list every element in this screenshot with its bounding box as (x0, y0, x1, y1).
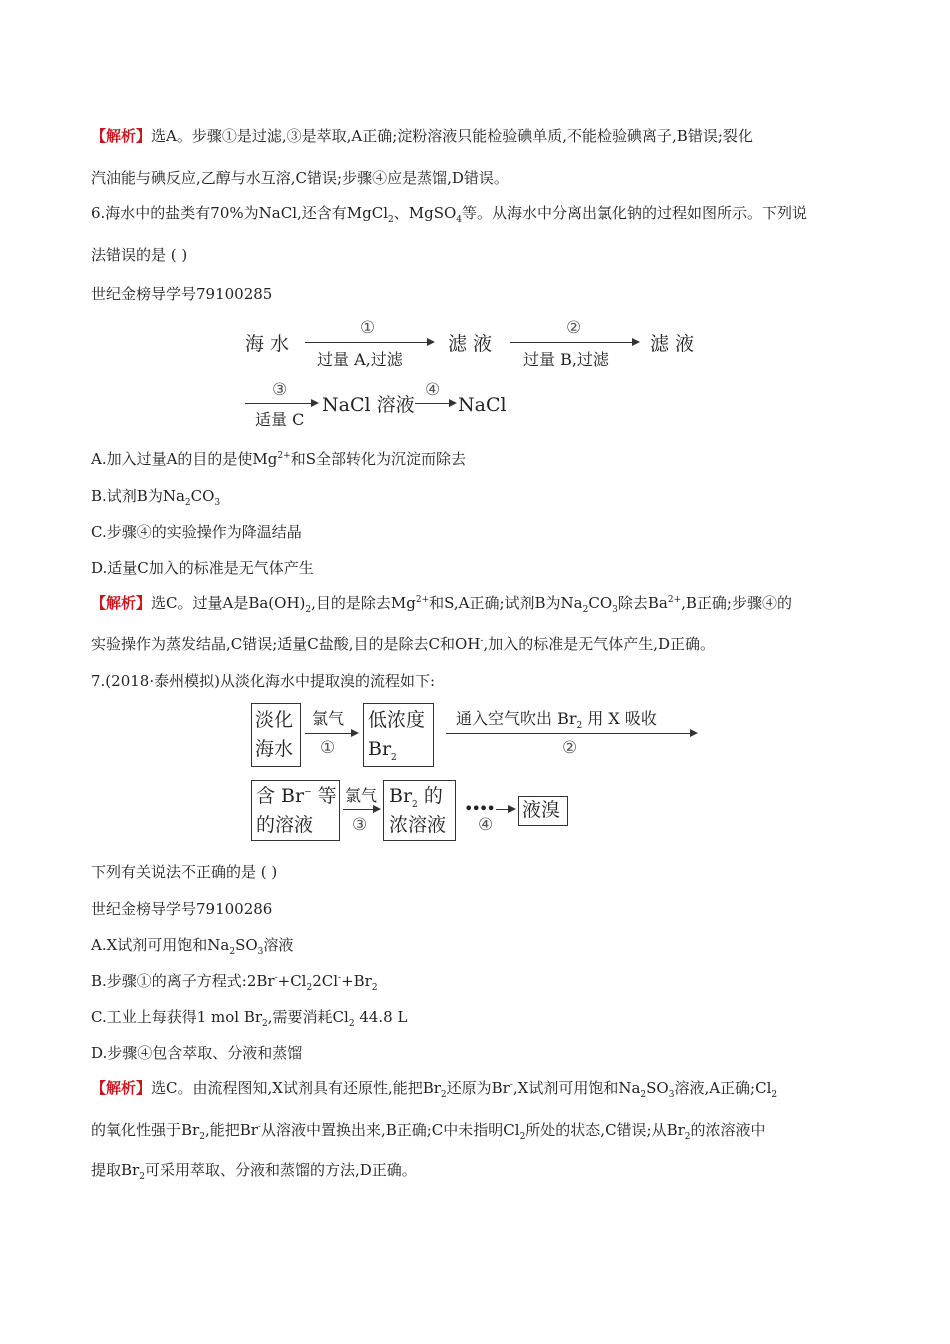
flow-box3-line2: 的溶液 (256, 814, 314, 836)
flow-node-nacl-solution: NaCl 溶液 (322, 394, 415, 416)
q7-option-b: B.步骤①的离子方程式$:2Br^-+Cl_22Cl^-+Br_2$ (91, 972, 378, 993)
q7-stem: 7.(2018·泰州模拟)从淡化海水中提取溴的流程如下: (91, 672, 436, 690)
q6-analysis-line2: 实验操作为蒸发结晶,C错误;适量C盐酸,目的是除去C和OH-,加入的标准是无气体产生,D正确。 (91, 635, 716, 653)
flow-box4-line2: 浓溶液 (389, 814, 447, 836)
flow-step1-label: ① (360, 318, 376, 338)
q6-option-a: A.加入过量A的目的是使$Mg^{2+}$和S全部转化为沉淀而除去 (91, 450, 466, 468)
q6-option-c: C.步骤④的实验操作为降温结晶 (91, 523, 302, 541)
flow-arrow-3 (343, 809, 379, 810)
q7-option-a: A.X试剂可用饱和$Na_2SO_3$溶液 (91, 936, 294, 957)
q6-option-d: D.适量C加入的标准是无气体产生 (91, 559, 314, 577)
flow-box2-line1: 低浓度 (368, 709, 426, 731)
flow-arrow1-step: ① (320, 738, 336, 758)
flow-arrow2-text: 通入空气吹出 $Br_2$ 用 X 吸收 (456, 709, 657, 732)
q6-analysis-line1: 【解析】选C。过量A是$Ba(OH)_2$,目的是除去$Mg^{2+}$和S,A正确;试剂B为$Na_2CO_3$除去$Ba^{2+},B$正确;步骤④的 (91, 594, 792, 615)
q7-analysis-line2: 的氧化性强于$Br_2$,能把Br-从溶液中置换出来,B正确;C中未指明$Cl_2$所处的状态,C错误;从$Br_2$的浓溶液中 (91, 1121, 766, 1142)
flow-box1-line1: 淡化 (255, 709, 294, 731)
flow-box4-line1: $Br_2$ 的 (389, 785, 443, 810)
flow-node-filtrate2: 滤 液 (650, 333, 695, 355)
flow-step1-reagent: 过量 A,过滤 (317, 350, 403, 369)
q7-analysis-line3: 提取$Br_2$可采用萃取、分液和蒸馏的方法,D正确。 (91, 1161, 417, 1182)
flow-box3-line1: 含 Br− 等 (256, 785, 337, 807)
flow-node-filtrate1: 滤 液 (448, 333, 493, 355)
q6-option-b: B.试剂B为$Na_2CO_3$ (91, 487, 221, 508)
q6-stem2: 法错误的是 ( ) (91, 246, 188, 264)
flow-arrow-3 (245, 403, 317, 404)
flow-node-seawater: 海 水 (245, 333, 290, 355)
analysis-tag: 【解析】 (91, 127, 152, 145)
flow-arrow-1 (305, 733, 357, 734)
flow-arrow-2 (510, 342, 638, 343)
flow-arrow1-reagent: 氯气 (312, 709, 345, 728)
flow-arrow-1 (305, 342, 433, 343)
flow-box5: 液溴 (522, 799, 561, 821)
flow-arrow-4 (496, 809, 514, 810)
flow-step4-label: ④ (425, 380, 441, 400)
flow-node-nacl: NaCl (458, 394, 507, 416)
flow-step3-reagent: 适量 C (255, 410, 305, 429)
q7-question: 下列有关说法不正确的是 ( ) (91, 863, 278, 881)
q5-analysis-text1: 选A。步骤①是过滤,③是萃取,A正确;淀粉溶液只能检验碘单质,不能检验碘离子,B错误;裂化 (151, 127, 753, 145)
flow-arrow4-step: ④ (478, 815, 494, 835)
q7-source: 世纪金榜导学号79100286 (91, 900, 273, 918)
q6-source: 世纪金榜导学号79100285 (91, 285, 273, 303)
flow-box1-line2: 海水 (255, 738, 294, 760)
flow-arrow-2 (446, 733, 696, 734)
flow-arrow3-step: ③ (352, 815, 368, 835)
q7-option-d: D.步骤④包含萃取、分液和蒸馏 (91, 1044, 303, 1062)
flow-arrow3-reagent: 氯气 (345, 786, 378, 805)
q5-analysis-line2: 汽油能与碘反应,乙醇与水互溶,C错误;步骤④应是蒸馏,D错误。 (91, 169, 509, 187)
q6-stem: 6.海水中的盐类有70%为NaCl,还含有MgCl$_2$、MgSO$_4$等。从海水中分离出氯化钠的过程如图所示。下列说 (91, 204, 808, 225)
flow-step3-label: ③ (272, 380, 288, 400)
flow-arrow4-dots: •••• (464, 799, 494, 818)
q7-option-c: C.工业上每获得1 mol $Br_2$,需要消耗$Cl_2$ 44.8 L (91, 1008, 408, 1029)
q5-analysis-line1 (91, 126, 753, 146)
q7-analysis-line1: 【解析】选C。由流程图知,X试剂具有还原性,能把$Br_2$还原为Br-,X试剂可用饱和$Na_2SO_3$溶液,A正确$;Cl_2$ (91, 1079, 778, 1100)
flow-box2-line2: $Br_2$ (368, 738, 397, 763)
flow-step2-label: ② (566, 318, 582, 338)
flow-arrow2-step: ② (562, 738, 578, 758)
flow-step2-reagent: 过量 B,过滤 (523, 350, 609, 369)
flow-arrow-4 (415, 403, 455, 404)
